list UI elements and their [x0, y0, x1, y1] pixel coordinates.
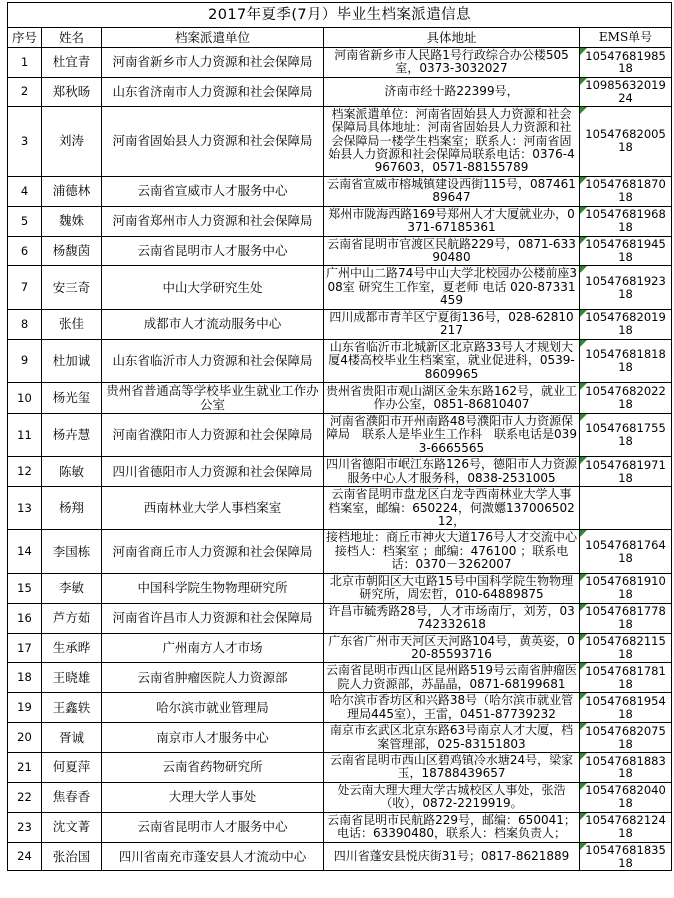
cell-姓名: 李国栋: [42, 530, 102, 573]
error-flag-triangle-icon: [580, 340, 587, 347]
cell-具体地址: 河南省新乡市人民路1号行政综合办公楼505室，0373-3032027: [324, 48, 580, 78]
cell-ems-number: [580, 663, 672, 693]
cell-ems-number: [580, 339, 672, 382]
cell-ems-number: [580, 603, 672, 633]
table-row: [8, 603, 672, 633]
cell-姓名: 安三奇: [42, 266, 102, 309]
table-row: [8, 309, 672, 339]
table-row: [8, 457, 672, 487]
cell-序号: 15: [8, 573, 42, 603]
cell-序号: 7: [8, 266, 42, 309]
cell-序号: 11: [8, 413, 42, 456]
table-row: [8, 842, 672, 871]
cell-ems-number: [580, 48, 672, 78]
ems-number-text: 1054768207518: [585, 723, 666, 751]
cell-档案派遣单位: 河南省许昌市人力资源和社会保障局: [102, 603, 324, 633]
cell-档案派遣单位: 贵州省普通高等学校毕业生就业工作办公室: [102, 382, 324, 413]
cell-具体地址: 云南省昆明市西山区碧鸡镇冷水塘24号，梁家玉，18788439657: [324, 753, 580, 783]
cell-档案派遣单位: 云南省昆明市人才服务中心: [102, 236, 324, 266]
cell-具体地址: 山东省临沂市北城新区北京路33号人才规划大厦4楼高校毕业生档案室，就业促进科，0539-8609965: [324, 339, 580, 382]
cell-序号: 6: [8, 236, 42, 266]
table-row: [8, 663, 672, 693]
cell-具体地址: 北京市朝阳区大屯路15号中国科学院生物物理研究所，周宏哲，010-64889875: [324, 573, 580, 603]
cell-ems-number: [580, 236, 672, 266]
cell-档案派遣单位: 中山大学研究生处: [102, 266, 324, 309]
cell-ems-number: [580, 77, 672, 106]
cell-姓名: 杨卉慧: [42, 413, 102, 456]
ems-number-text: 1054768202218: [585, 384, 666, 411]
cell-具体地址: 南京市玄武区北京东路63号南京人才大厦，档案管理部，025-83151803: [324, 723, 580, 753]
table-row: [8, 206, 672, 236]
cell-档案派遣单位: 哈尔滨市就业管理局: [102, 693, 324, 723]
error-flag-triangle-icon: [580, 107, 587, 114]
cell-档案派遣单位: 云南省肿瘤医院人力资源部: [102, 663, 324, 693]
cell-姓名: 杨馥茵: [42, 236, 102, 266]
table-body: [8, 48, 672, 871]
cell-姓名: 焦春香: [42, 782, 102, 812]
ems-number-text: 1054768191018: [585, 574, 666, 602]
cell-序号: 1: [8, 48, 42, 78]
error-flag-triangle-icon: [580, 530, 587, 537]
ems-number-text: 1054768187018: [585, 177, 666, 205]
cell-档案派遣单位: 河南省濮阳市人力资源和社会保障局: [102, 413, 324, 456]
cell-序号: 14: [8, 530, 42, 573]
cell-档案派遣单位: 河南省固始县人力资源和社会保障局: [102, 106, 324, 176]
cell-ems-number: [580, 413, 672, 456]
cell-具体地址: 处云南大理大理大学古城校区人事处，张浩（收），0872-2219919。: [324, 782, 580, 812]
table-row: [8, 339, 672, 382]
cell-ems-number: [580, 176, 672, 206]
cell-ems-number: [580, 753, 672, 783]
cell-具体地址: 云南省昆明市民航路229号，邮编：650041；电话：63390480，联系人：档案负责人；: [324, 812, 580, 842]
dispatch-info-table: [7, 2, 672, 871]
cell-ems-number: [580, 842, 672, 871]
cell-ems-number: [580, 487, 672, 530]
table-head: [8, 3, 672, 48]
table-row: [8, 753, 672, 783]
cell-档案派遣单位: 中国科学院生物物理研究所: [102, 573, 324, 603]
ems-number-text: 1054768192318: [585, 273, 666, 301]
cell-ems-number: [580, 206, 672, 236]
spreadsheet-sheet: [0, 2, 674, 898]
cell-档案派遣单位: 云南省昆明市人才服务中心: [102, 812, 324, 842]
cell-姓名: 李敏: [42, 573, 102, 603]
table-row: [8, 413, 672, 456]
ems-number-text: 1054768183518: [585, 842, 666, 870]
column-header-ems: EMS单号: [580, 28, 672, 48]
ems-number-text: 1054768211518: [585, 634, 666, 661]
table-row: [8, 236, 672, 266]
cell-ems-number: [580, 457, 672, 487]
cell-档案派遣单位: 四川省南充市蓬安县人才流动中心: [102, 842, 324, 871]
cell-姓名: 刘涛: [42, 106, 102, 176]
table-row: [8, 266, 672, 309]
cell-具体地址: 云南省昆明市官渡区民航路229号，0871-63390480: [324, 236, 580, 266]
cell-档案派遣单位: 四川省德阳市人力资源和社会保障局: [102, 457, 324, 487]
cell-具体地址: 四川成都市青羊区宁夏街136号，028-62810217: [324, 309, 580, 339]
ems-number-text: 1054768176418: [585, 537, 666, 565]
ems-number-text: 1054768200518: [585, 127, 666, 155]
error-flag-triangle-icon: [580, 266, 587, 273]
cell-姓名: 何夏萍: [42, 753, 102, 783]
cell-序号: 19: [8, 693, 42, 723]
cell-具体地址: 哈尔滨市香坊区和兴路38号（哈尔滨市就业管理局445室），王雷，0451-87739232: [324, 693, 580, 723]
cell-ems-number: [580, 812, 672, 842]
cell-档案派遣单位: 大理大学人事处: [102, 782, 324, 812]
cell-序号: 13: [8, 487, 42, 530]
cell-姓名: 生承晔: [42, 633, 102, 663]
cell-序号: 20: [8, 723, 42, 753]
cell-姓名: 杜宜青: [42, 48, 102, 78]
table-row: [8, 106, 672, 176]
cell-档案派遣单位: 河南省商丘市人力资源和社会保障局: [102, 530, 324, 573]
table-row: [8, 812, 672, 842]
ems-number-text: 1054768178118: [585, 663, 666, 691]
cell-具体地址: 郑州市陇海西路169号郑州人才大厦就业办，0371-67185361: [324, 206, 580, 236]
cell-具体地址: 四川省德阳市岷江东路126号，德阳市人力资源服务中心人才服务科，0838-2531005: [324, 457, 580, 487]
table-row: [8, 723, 672, 753]
ems-number-text: 1054768194518: [585, 237, 666, 264]
cell-序号: 3: [8, 106, 42, 176]
column-header-name: 姓名: [42, 28, 102, 48]
cell-档案派遣单位: 河南省郑州市人力资源和社会保障局: [102, 206, 324, 236]
cell-姓名: 郑秋旸: [42, 77, 102, 106]
cell-具体地址: 济南市经十路22399号，: [324, 77, 580, 106]
cell-序号: 9: [8, 339, 42, 382]
column-header-addr: 具体地址: [324, 28, 580, 48]
cell-序号: 18: [8, 663, 42, 693]
ems-number-text: 1054768198518: [585, 48, 666, 76]
cell-具体地址: 档案派遣单位：河南省固始县人力资源和社会保障局具体地址：河南省固始县人力资源和社会保障局一楼学生档案室；联系人：河南省固始县人力资源和社会保障局联系电话：0376-4967603，0571-88155789: [324, 106, 580, 176]
table-row: [8, 693, 672, 723]
cell-ems-number: [580, 309, 672, 339]
ems-number-text: 1054768197118: [585, 457, 666, 485]
cell-档案派遣单位: 云南省药物研究所: [102, 753, 324, 783]
cell-序号: 24: [8, 842, 42, 871]
table-row: [8, 487, 672, 530]
column-header-no: 序号: [8, 28, 42, 48]
cell-ems-number: [580, 106, 672, 176]
cell-ems-number: [580, 573, 672, 603]
ems-number-text: 1054768196818: [585, 207, 666, 235]
cell-ems-number: [580, 266, 672, 309]
table-row: [8, 633, 672, 663]
cell-具体地址: 河南省濮阳市开州南路48号濮阳市人力资源保障局 联系人是毕业生工作科 联系电话是0393-6665565: [324, 413, 580, 456]
column-header-unit: 档案派遣单位: [102, 28, 324, 48]
cell-序号: 17: [8, 633, 42, 663]
cell-姓名: 张治国: [42, 842, 102, 871]
cell-姓名: 沈文菁: [42, 812, 102, 842]
cell-序号: 10: [8, 382, 42, 413]
cell-ems-number: [580, 530, 672, 573]
title-row: [8, 3, 672, 28]
cell-姓名: 王晓雄: [42, 663, 102, 693]
cell-姓名: 陈敏: [42, 457, 102, 487]
page-title: 2017年夏季(7月）毕业生档案派遣信息: [8, 3, 672, 28]
cell-档案派遣单位: 山东省临沂市人力资源和社会保障局: [102, 339, 324, 382]
cell-具体地址: 贵州省贵阳市观山湖区金朱东路162号，就业工作办公室，0851-86810407: [324, 382, 580, 413]
cell-序号: 23: [8, 812, 42, 842]
ems-number-text: 1054768212418: [585, 813, 666, 841]
header-row: [8, 28, 672, 48]
cell-档案派遣单位: 南京市人才服务中心: [102, 723, 324, 753]
cell-具体地址: 云南省宣威市榕城镇建设西街115号，08746189647: [324, 176, 580, 206]
cell-姓名: 芦方茹: [42, 603, 102, 633]
cell-姓名: 胥诚: [42, 723, 102, 753]
ems-number-text: 1054768204018: [585, 783, 666, 811]
table-row: [8, 530, 672, 573]
cell-序号: 12: [8, 457, 42, 487]
cell-档案派遣单位: 山东省济南市人力资源和社会保障局: [102, 77, 324, 106]
ems-number-text: 1054768181818: [585, 346, 666, 374]
ems-number-text: 1054768177818: [585, 604, 666, 632]
cell-序号: 8: [8, 309, 42, 339]
table-row: [8, 782, 672, 812]
table-row: [8, 48, 672, 78]
table-row: [8, 77, 672, 106]
cell-姓名: 杨翔: [42, 487, 102, 530]
cell-具体地址: 许昌市毓秀路28号，人才市场南厅，刘芳，03742332618: [324, 603, 580, 633]
cell-序号: 2: [8, 77, 42, 106]
cell-序号: 21: [8, 753, 42, 783]
cell-具体地址: 广东省广州市天河区天河路104号，黄英姿，020-85593716: [324, 633, 580, 663]
cell-姓名: 浦德林: [42, 176, 102, 206]
cell-具体地址: 接档地址：商丘市神火大道176号人才交流中心接档人：档案室 ；邮编：476100 ；联系电话：0370－3262007: [324, 530, 580, 573]
cell-序号: 16: [8, 603, 42, 633]
cell-具体地址: 广州中山二路74号中山大学北校园办公楼前座308室 研究生工作室，夏老师 电话 020-87331459: [324, 266, 580, 309]
cell-档案派遣单位: 成都市人才流动服务中心: [102, 309, 324, 339]
cell-序号: 4: [8, 176, 42, 206]
cell-姓名: 王鑫轶: [42, 693, 102, 723]
cell-具体地址: 四川省蓬安县悦庆街31号；0817-8621889: [324, 842, 580, 871]
cell-姓名: 魏姝: [42, 206, 102, 236]
cell-档案派遣单位: 河南省新乡市人力资源和社会保障局: [102, 48, 324, 78]
cell-序号: 5: [8, 206, 42, 236]
cell-档案派遣单位: 西南林业大学人事档案室: [102, 487, 324, 530]
ems-number-text: 1054768201918: [585, 310, 666, 338]
table-row: [8, 382, 672, 413]
table-row: [8, 176, 672, 206]
cell-姓名: 杜加诚: [42, 339, 102, 382]
error-flag-triangle-icon: [580, 414, 587, 421]
cell-ems-number: [580, 382, 672, 413]
ems-number-text: 1054768175518: [585, 421, 666, 449]
cell-ems-number: [580, 723, 672, 753]
cell-ems-number: [580, 693, 672, 723]
cell-序号: 22: [8, 782, 42, 812]
ems-number-text: 1098563201924: [585, 77, 666, 105]
cell-档案派遣单位: 广州南方人才市场: [102, 633, 324, 663]
table-row: [8, 573, 672, 603]
ems-number-text: 1054768188318: [585, 753, 666, 781]
cell-ems-number: [580, 782, 672, 812]
cell-具体地址: 云南省昆明市盘龙区白龙寺西南林业大学人事档案室，邮编：650224，何溦嬺13700650212，: [324, 487, 580, 530]
ems-number-text: 1054768195418: [585, 693, 666, 721]
cell-具体地址: 云南省昆明市西山区昆州路519号云南省肿瘤医院人力资源部，苏晶晶，0871-68199681: [324, 663, 580, 693]
cell-ems-number: [580, 633, 672, 663]
cell-姓名: 张佳: [42, 309, 102, 339]
cell-档案派遣单位: 云南省宣威市人才服务中心: [102, 176, 324, 206]
cell-姓名: 杨光玺: [42, 382, 102, 413]
